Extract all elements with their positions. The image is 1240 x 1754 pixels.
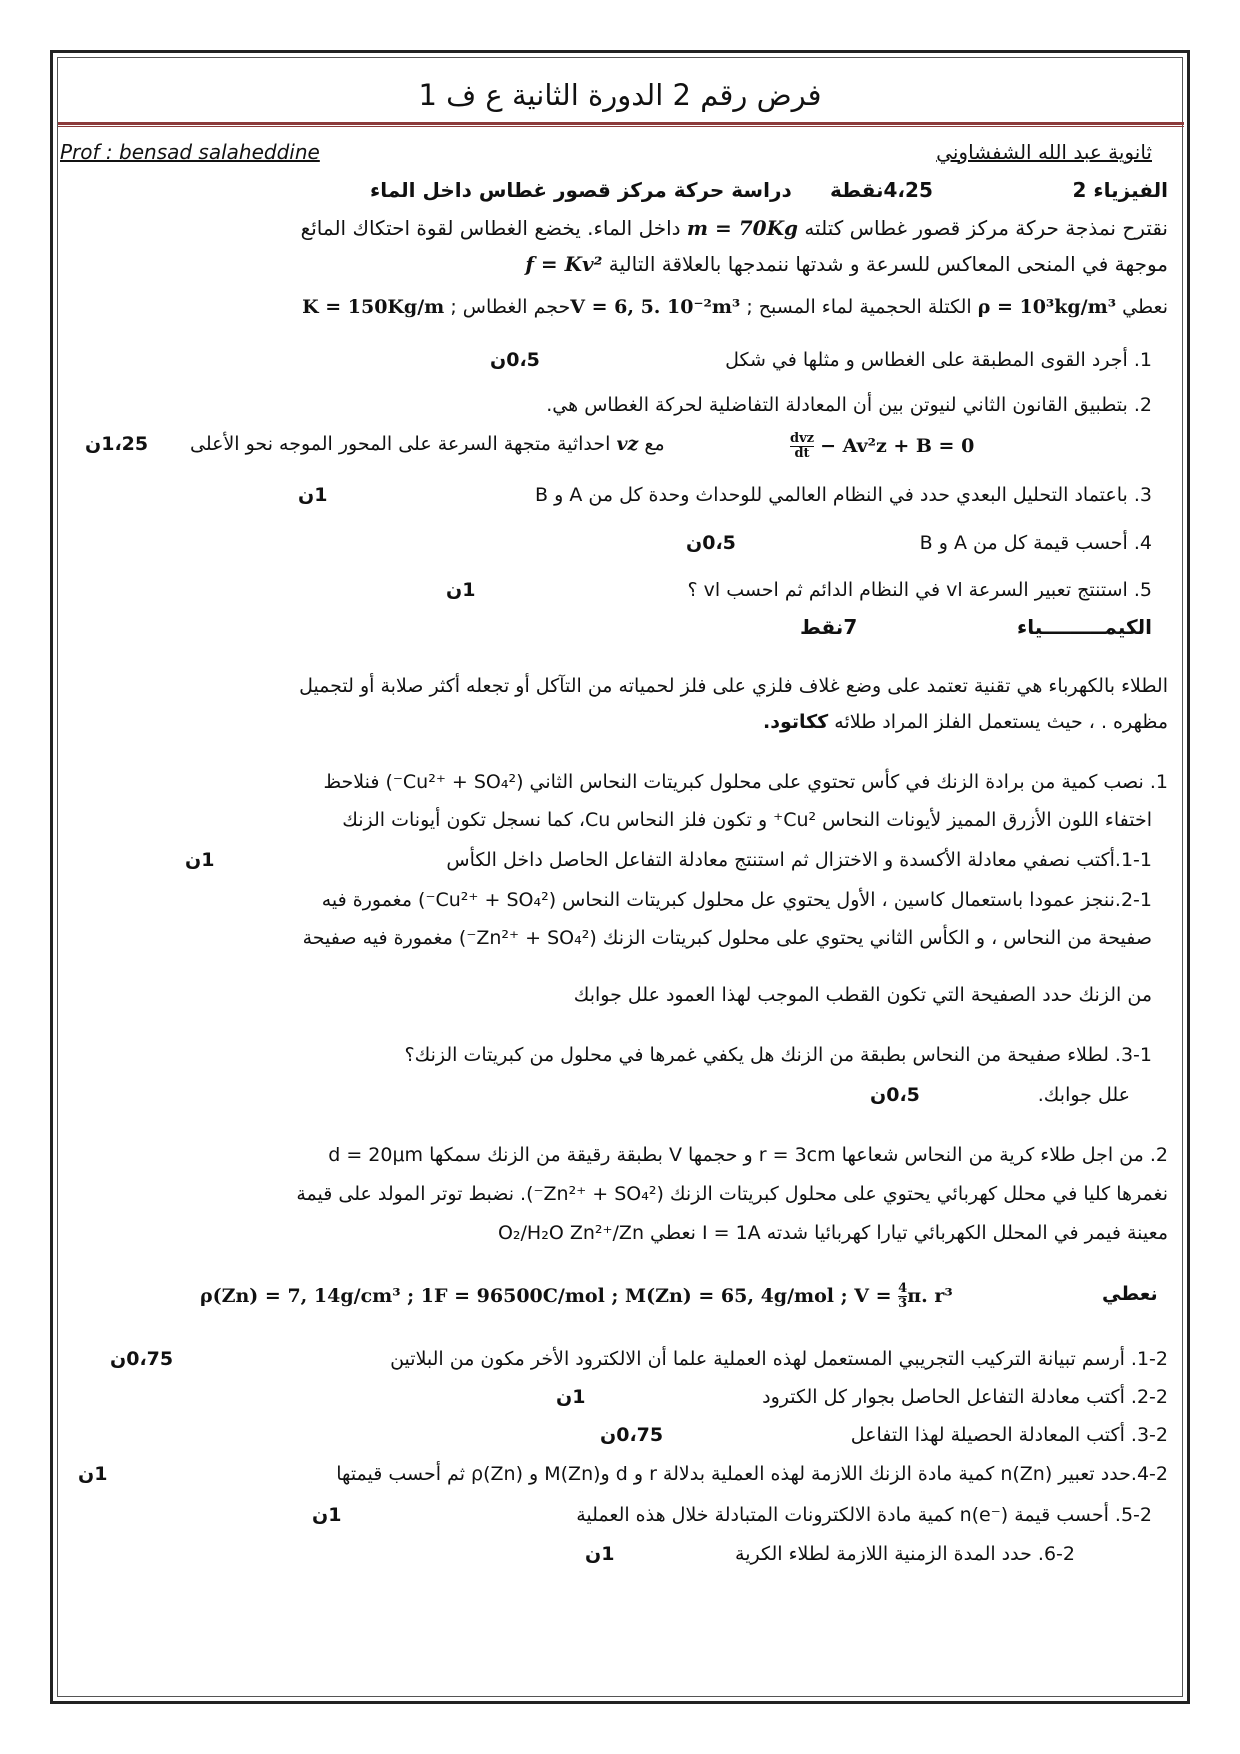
chem-q13-line1: 3-1. لطلاء صفيحة من النحاس بطبقة من الزنك هل يكفي غمرها في محلول من كبريتات الزنك؟ [404,1044,1152,1066]
chem-q21-points: 0،75ن [110,1348,174,1370]
physics-q1-points: 0،5ن [490,349,540,371]
physics-q2-desc: مع vz احداثية متجهة السرعة على المحور الموجه نحو الأعلى [190,433,665,455]
chemistry-intro-1: الطلاء بالكهرباء هي تقنية تعتمد على وضع غلاف فلزي على فلز لحمياته من التآكل أو تجعله أكثر صلابة أو لتجميل [299,675,1168,697]
chem-q25: 5-2. أحسب قيمة n(e⁻) كمية مادة الالكترونات المتبادلة خلال هذه العملية [576,1504,1152,1526]
physics-heading: الفيزياء 2 [1072,178,1168,202]
chem-q12-line3: من الزنك حدد الصفيحة التي تكون القطب الموجب لهذا العمود علل جوابك [573,984,1152,1006]
chem-q12-line1: 2-1.ننجز عمودا باستعمال كاسين ، الأول يحتوي عل محلول كبريتات النحاس (Cu²⁺ + SO₄²⁻) مغمورة فيه [321,889,1152,911]
chem-q13-points: 0،5ن [870,1084,920,1106]
physics-q2-points: 1،25ن [85,433,149,455]
physics-q4: 4. أحسب قيمة كل من A و B [919,532,1152,554]
physics-q5-points: 1ن [446,579,476,601]
chem-q23: 3-2. أكتب المعادلة الحصيلة لهذا التفاعل [850,1424,1168,1446]
chem-q13-line2: علل جوابك. [1037,1084,1130,1106]
school-name: ثانوية عبد الله الشفشاوني [936,140,1152,164]
physics-q2: 2. بتطبيق القانون الثاني لنيوتن بين أن المعادلة التفاضلية لحركة الغطاس هي. [546,394,1152,416]
physics-intro-2: موجهة في المنحى المعاكس للسرعة و شدتها ننمدجها بالعلاقة التالية f = Kv² [525,252,1168,276]
chem-q1-line1: 1. نصب كمية من برادة الزنك في كأس تحتوي على محلول كبريتات النحاس الثاني (Cu²⁺ + SO₄²⁻) فنلاحظ [323,771,1168,793]
teacher-name: Prof : bensad salaheddine [60,140,320,164]
title-divider-thin [58,126,1184,127]
physics-q3-points: 1ن [298,484,328,506]
chem-q2-line1: 2. من اجل طلاء كرية من النحاس شعاعها r = 3cm و حجمها V بطبقة رقيقة من الزنك سمكها d = 20μm [328,1144,1168,1166]
physics-q1: 1. أجرد القوى المطبقة على الغطاس و مثلها في شكل [725,349,1152,371]
chem-q24-points: 1ن [78,1463,108,1485]
physics-q2-equation: $\frac{\text{dvz}}{dt}$ − Av²z + B = 0 [790,431,975,461]
physics-intro-1: نقترح نمذجة حركة مركز قصور غطاس كتلته m = 70Kg داخل الماء. يخضع الغطاس لقوة احتكاك المائع [300,216,1168,240]
chem-data-given: نعطي [1102,1283,1158,1305]
physics-q5: 5. استنتج تعبير السرعة vl في النظام الدائم ثم احسب vl ؟ [687,579,1152,601]
chem-q12-line2: صفيحة من النحاس ، و الكأس الثاني يحتوي على محلول كبريتات الزنك (Zn²⁺ + SO₄²⁻) مغمورة فيه صفيحة [302,927,1152,949]
chemistry-intro-2: مظهره . ، حيث يستعمل الفلز المراد طلائه ككاتود. [762,711,1168,733]
page-title: فرض رقم 2 الدورة الثانية ع ف 1 [418,78,822,112]
physics-q4-points: 0،5ن [686,532,736,554]
chem-q22: 2-2. أكتب معادلة التفاعل الحاصل بجوار كل الكترود [762,1386,1168,1408]
physics-topic: دراسة حركة مركز قصور غطاس داخل الماء [370,178,792,202]
physics-points: 4،25نقطة [830,178,933,202]
chem-q11: 1-1.أكتب نصفي معادلة الأكسدة و الاختزال ثم استنتج معادلة التفاعل الحاصل داخل الكأس [446,849,1152,871]
chem-q2-line2: نغمرها كليا في محلل كهربائي يحتوي على محلول كبريتات الزنك (Zn²⁺ + SO₄²⁻). نضبط توتر المولد على قيمة [296,1183,1168,1205]
physics-given: نعطي ρ = 10³kg/m³ الكتلة الحجمية لماء المسبح ; V = 6, 5. 10⁻²m³حجم الغطاس ; K = 150Kg/m [302,296,1168,318]
chem-q26-points: 1ن [585,1543,615,1565]
chem-q25-points: 1ن [312,1504,342,1526]
chem-q22-points: 1ن [556,1386,586,1408]
chemistry-heading: الكيمـــــــــياء [1017,615,1152,639]
chem-q26: 6-2. حدد المدة الزمنية اللازمة لطلاء الكرية [735,1543,1075,1565]
chemistry-points: 7نقط [800,615,858,639]
physics-q3: 3. باعتماد التحليل البعدي حدد في النظام العالمي للوحداث وحدة كل من A و B [535,484,1152,506]
chem-q2-line3: معينة فيمر في المحلل الكهربائي تيارا كهربائيا شدته I = 1A نعطي O₂/H₂O Zn²⁺/Zn [497,1222,1168,1244]
chem-q24: 4-2.حدد تعبير n(Zn) كمية مادة الزنك اللازمة لهذه العملية بدلالة r و d وM(Zn) و ρ(Zn) ثم أحسب قيمتها [336,1463,1168,1485]
chem-q21: 1-2. أرسم تبيانة التركيب التجريبي المستعمل لهذه العملية علما أن الالكترود الأخر مكون من البلاتين [390,1348,1168,1370]
chem-q23-points: 0،75ن [600,1424,664,1446]
chem-q11-points: 1ن [185,849,215,871]
chem-q1-line2: اختفاء اللون الأزرق المميز لأيونات النحاس Cu²⁺ و تكون فلز النحاس Cu، كما نسجل تكون أيونات الزنك [342,809,1152,831]
title-divider [58,122,1184,125]
chem-data-line: ρ(Zn) = 7, 14g/cm³ ; 1F = 96500C/mol ; M(Zn) = 65, 4g/mol ; V = $\frac{4}{3}$ π. r³ [200,1281,953,1311]
